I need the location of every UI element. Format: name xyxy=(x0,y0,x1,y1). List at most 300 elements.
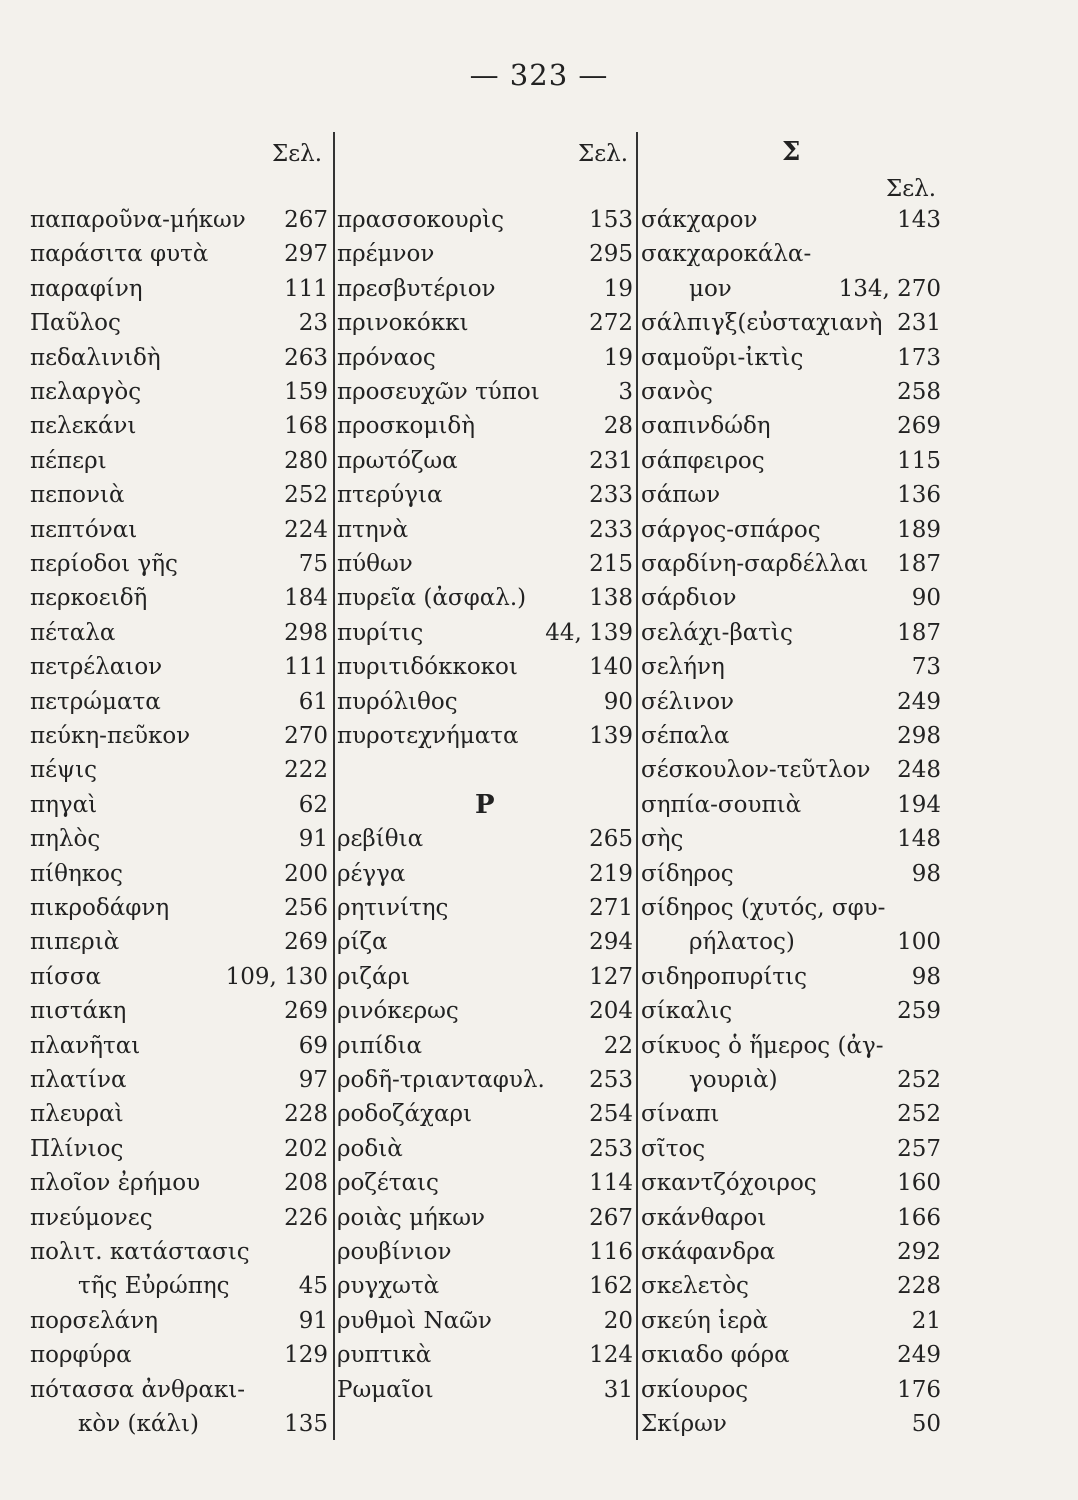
index-page-ref: 91 xyxy=(298,1307,328,1334)
section-letter-rho: Ρ xyxy=(475,789,495,820)
index-entry xyxy=(30,857,328,891)
index-entry xyxy=(337,1097,633,1131)
index-page-ref: 187 xyxy=(897,619,941,646)
index-term: πυρόλιθος xyxy=(337,688,458,715)
index-term: ριπίδια xyxy=(337,1032,423,1059)
index-entry xyxy=(641,891,941,925)
index-term: σῖτος xyxy=(641,1135,706,1162)
index-entry xyxy=(641,581,941,615)
index-entry xyxy=(30,547,328,581)
index-term: ροζέταις xyxy=(337,1170,439,1197)
index-entry xyxy=(337,203,633,237)
index-page-ref: 143 xyxy=(897,207,941,233)
index-term: σίκυος ὁ ἥμερος (ἀγ- xyxy=(641,1032,884,1059)
index-term: παράσιτα φυτὰ xyxy=(30,241,209,268)
index-page-ref: 98 xyxy=(911,963,941,990)
index-term: πορσελάνη xyxy=(30,1307,158,1334)
index-entry xyxy=(641,822,941,856)
index-page-ref: 90 xyxy=(603,688,633,715)
index-term: πορφύρα xyxy=(30,1342,132,1369)
index-term: Πλίνιος xyxy=(30,1135,124,1162)
index-page-ref: 62 xyxy=(298,791,328,818)
index-page-ref: 97 xyxy=(298,1067,328,1093)
index-page-ref: 252 xyxy=(897,1067,941,1093)
index-page-ref: 140 xyxy=(589,654,633,681)
index-entry xyxy=(337,478,633,512)
index-page-ref: 269 xyxy=(897,413,941,440)
index-entry xyxy=(337,341,633,375)
index-term: σάκχαρον xyxy=(641,207,758,233)
index-term: σίκαλις xyxy=(641,998,733,1025)
index-page-ref: 111 xyxy=(284,654,328,681)
index-entry xyxy=(641,1269,941,1303)
index-entry xyxy=(337,857,633,891)
index-term: πλευραὶ xyxy=(30,1101,124,1128)
index-entry xyxy=(641,513,941,547)
index-page-ref: 159 xyxy=(284,379,328,405)
index-page-ref: 189 xyxy=(897,516,941,543)
index-term: σκίουρος xyxy=(641,1376,749,1403)
index-entry xyxy=(337,1201,633,1235)
index-term: ροδοζάχαρι xyxy=(337,1101,473,1128)
index-entry xyxy=(641,237,941,271)
index-page-ref: 138 xyxy=(589,585,633,612)
index-entry xyxy=(30,1373,328,1407)
index-term: σκιαδο φόρα xyxy=(641,1342,790,1369)
index-term: πετρέλαιον xyxy=(30,654,163,681)
index-entry xyxy=(30,891,328,925)
index-entry xyxy=(30,513,328,547)
index-page-ref: 265 xyxy=(589,826,633,853)
index-page-ref: 69 xyxy=(298,1032,328,1059)
index-entry xyxy=(641,1338,941,1372)
index-entry xyxy=(337,1235,633,1269)
index-term: σάπφειρος xyxy=(641,447,765,474)
index-page-ref: 134, 270 xyxy=(838,275,941,302)
index-entry xyxy=(30,203,328,237)
index-entry xyxy=(641,1132,941,1166)
index-entry xyxy=(641,478,941,512)
index-page-ref: 270 xyxy=(284,723,328,749)
index-page-ref: 298 xyxy=(897,723,941,749)
index-page-ref: 23 xyxy=(298,310,328,337)
index-term: σίναπι xyxy=(641,1101,720,1128)
index-term: πεπτόναι xyxy=(30,516,138,543)
index-page-ref: 19 xyxy=(603,275,633,302)
index-entry xyxy=(641,444,941,478)
index-entry xyxy=(641,960,941,994)
index-term: σκελετὸς xyxy=(641,1273,749,1300)
index-page-ref: 253 xyxy=(589,1067,633,1093)
index-entry xyxy=(641,685,941,719)
index-entry xyxy=(337,994,633,1028)
index-entry xyxy=(337,513,633,547)
index-page-ref: 292 xyxy=(897,1239,941,1265)
index-page-ref: 269 xyxy=(284,998,328,1025)
index-entry xyxy=(641,409,941,443)
index-term: σάλπιγξ(εὐσταχιανὴ xyxy=(641,310,883,337)
index-page-ref: 233 xyxy=(589,516,633,543)
index-page-ref: 50 xyxy=(911,1411,941,1437)
index-term: σακχαροκάλα- xyxy=(641,241,812,268)
index-entry xyxy=(30,341,328,375)
index-page-ref: 280 xyxy=(284,447,328,474)
index-term: πυρεῖα (ἀσφαλ.) xyxy=(337,585,527,612)
index-entry xyxy=(641,1373,941,1407)
index-page-ref: 61 xyxy=(298,688,328,715)
index-page-ref: 295 xyxy=(589,241,633,268)
index-page-ref: 21 xyxy=(911,1307,941,1334)
index-term: πολιτ. κατάστασις xyxy=(30,1239,250,1265)
index-entry xyxy=(30,994,328,1028)
index-term: πίθηκος xyxy=(30,860,123,887)
index-term: πιστάκη xyxy=(30,998,127,1025)
col1-header: Σελ. xyxy=(272,141,323,167)
index-page-ref: 44, 139 xyxy=(545,619,633,646)
index-page-ref: 20 xyxy=(603,1307,633,1334)
index-term: πρέμνον xyxy=(337,241,435,268)
index-term: σαπινδώδη xyxy=(641,413,771,440)
index-entry xyxy=(30,478,328,512)
index-term: σέπαλα xyxy=(641,723,730,749)
index-term: πότασσα ἀνθρακι- xyxy=(30,1376,246,1403)
index-term: σκεύη ἱερὰ xyxy=(641,1307,769,1334)
index-page-ref: 224 xyxy=(284,516,328,543)
index-page-ref: 115 xyxy=(897,447,941,474)
index-term: ρητινίτης xyxy=(337,895,449,921)
index-entry xyxy=(641,994,941,1028)
index-term: σκάνθαροι xyxy=(641,1204,767,1231)
index-page-ref: 248 xyxy=(897,757,941,784)
index-page-ref: 75 xyxy=(298,551,328,577)
index-page-ref: 202 xyxy=(284,1135,328,1162)
index-entry xyxy=(337,1338,633,1372)
index-entry xyxy=(641,547,941,581)
index-entry xyxy=(30,1132,328,1166)
index-page-ref: 22 xyxy=(603,1032,633,1059)
index-term: σάπων xyxy=(641,482,721,509)
index-entry xyxy=(641,1063,941,1097)
index-entry xyxy=(30,375,328,409)
index-entry xyxy=(641,341,941,375)
index-term: πελαργὸς xyxy=(30,379,142,405)
index-entry xyxy=(30,788,328,822)
index-term: Παῦλος xyxy=(30,310,121,337)
index-term: σίδηρος (χυτός, σφυ- xyxy=(641,895,886,921)
index-entry xyxy=(337,581,633,615)
index-entry xyxy=(30,685,328,719)
index-entry xyxy=(337,685,633,719)
index-entry xyxy=(30,719,328,753)
index-term: σηπία-σουπιὰ xyxy=(641,791,802,818)
index-page-ref: 162 xyxy=(589,1273,633,1300)
index-entry xyxy=(30,306,328,340)
index-entry xyxy=(641,375,941,409)
index-entry xyxy=(30,1063,328,1097)
index-page-ref: 116 xyxy=(589,1239,633,1265)
index-term: πτερύγια xyxy=(337,482,443,509)
col3-header: Σελ. xyxy=(886,176,937,202)
index-entry xyxy=(337,547,633,581)
index-page-ref: 100 xyxy=(897,929,941,956)
index-page-ref: 109, 130 xyxy=(225,963,328,990)
index-entry xyxy=(337,1029,633,1063)
index-term: πεπονιὰ xyxy=(30,482,125,509)
index-page-ref: 98 xyxy=(911,860,941,887)
index-entry xyxy=(641,1166,941,1200)
index-page-ref: 294 xyxy=(589,929,633,956)
column-rule-2 xyxy=(636,132,638,1440)
index-term: παπαροῦνα-μήκων xyxy=(30,207,246,233)
index-entry xyxy=(641,1407,941,1441)
index-page-ref: 173 xyxy=(897,344,941,371)
index-entry xyxy=(641,857,941,891)
col2-header: Σελ. xyxy=(578,141,629,167)
index-term: πρωτόζωα xyxy=(337,447,458,474)
index-page-ref: 31 xyxy=(603,1376,633,1403)
index-entry xyxy=(641,306,941,340)
index-entry xyxy=(337,822,633,856)
index-page-ref: 28 xyxy=(603,413,633,440)
index-page-ref: 269 xyxy=(284,929,328,956)
index-page-ref: 208 xyxy=(284,1170,328,1197)
index-entry xyxy=(337,650,633,684)
index-entry xyxy=(30,237,328,271)
index-page-ref: 249 xyxy=(897,688,941,715)
index-entry xyxy=(30,581,328,615)
index-page-ref: 267 xyxy=(589,1204,633,1231)
index-entry xyxy=(641,753,941,787)
index-page-ref: 272 xyxy=(589,310,633,337)
index-entry xyxy=(30,1407,328,1441)
index-entry xyxy=(337,788,633,822)
index-entry xyxy=(641,1029,941,1063)
index-page-ref: 139 xyxy=(589,723,633,749)
index-entry xyxy=(641,719,941,753)
index-term: σίδηρος xyxy=(641,860,734,887)
index-entry xyxy=(641,203,941,237)
index-term: προσκομιδὴ xyxy=(337,413,475,440)
index-entry xyxy=(641,650,941,684)
index-term: πρεσβυτέριον xyxy=(337,275,496,302)
index-term: γουριὰ) xyxy=(689,1067,778,1093)
index-entry xyxy=(337,306,633,340)
index-term: Ρωμαῖοι xyxy=(337,1376,434,1403)
index-entry xyxy=(337,925,633,959)
index-entry xyxy=(641,788,941,822)
index-term: περίοδοι γῆς xyxy=(30,551,178,577)
index-page-ref: 258 xyxy=(897,379,941,405)
index-entry xyxy=(337,1373,633,1407)
index-term: σελήνη xyxy=(641,654,725,681)
index-entry xyxy=(30,753,328,787)
index-page-ref: 3 xyxy=(618,379,633,405)
index-term: πετρώματα xyxy=(30,688,161,715)
index-term: πηλὸς xyxy=(30,826,101,853)
index-page-ref: 135 xyxy=(284,1411,328,1437)
index-term: σελάχι-βατὶς xyxy=(641,619,793,646)
index-term: σὴς xyxy=(641,826,684,853)
index-page-ref: 194 xyxy=(897,791,941,818)
index-page-ref: 297 xyxy=(284,241,328,268)
index-entry xyxy=(641,272,941,306)
index-entry xyxy=(337,237,633,271)
index-entry xyxy=(641,1235,941,1269)
index-entry xyxy=(337,409,633,443)
index-page-ref: 45 xyxy=(298,1273,328,1300)
index-page-ref: 228 xyxy=(897,1273,941,1300)
index-entry xyxy=(337,960,633,994)
index-entry xyxy=(30,1029,328,1063)
index-term: Σκίρων xyxy=(641,1411,727,1437)
index-entry xyxy=(337,375,633,409)
index-term: ρουβίνιον xyxy=(337,1239,452,1265)
index-page-ref: 176 xyxy=(897,1376,941,1403)
index-term: σιδηροπυρίτις xyxy=(641,963,807,990)
index-page-ref: 73 xyxy=(911,654,941,681)
index-entry xyxy=(30,1338,328,1372)
index-term: περκοειδῆ xyxy=(30,585,148,612)
index-page-ref: 267 xyxy=(284,207,328,233)
index-term: ρήλατος) xyxy=(689,929,795,956)
index-page-ref: 184 xyxy=(284,585,328,612)
index-term: πρινοκόκκι xyxy=(337,310,469,337)
page-number: — 323 — xyxy=(469,58,609,92)
index-term: πτηνὰ xyxy=(337,516,409,543)
index-term: πέπερι xyxy=(30,447,107,474)
index-page-ref: 249 xyxy=(897,1342,941,1369)
index-term: ριζάρι xyxy=(337,963,411,990)
index-term: πνεύμονες xyxy=(30,1204,153,1231)
index-entry xyxy=(337,272,633,306)
index-term: σάργος-σπάρος xyxy=(641,516,821,543)
index-entry xyxy=(337,891,633,925)
index-page-ref: 298 xyxy=(284,619,328,646)
index-term: προσευχῶν τύποι xyxy=(337,379,540,405)
index-entry xyxy=(641,1097,941,1131)
index-page-ref: 256 xyxy=(284,895,328,921)
index-page-ref: 228 xyxy=(284,1101,328,1128)
index-term: πέψις xyxy=(30,757,97,784)
index-entry xyxy=(641,616,941,650)
index-entry xyxy=(30,960,328,994)
index-term: πηγαὶ xyxy=(30,791,98,818)
index-entry xyxy=(30,616,328,650)
index-term: σαρδίνη-σαρδέλλαι xyxy=(641,551,869,577)
index-entry xyxy=(30,272,328,306)
index-term: πλατίνα xyxy=(30,1067,127,1093)
index-page-ref: 160 xyxy=(897,1170,941,1197)
index-page-ref: 252 xyxy=(897,1101,941,1128)
index-entry xyxy=(641,1304,941,1338)
index-term: πεύκη-πεῦκον xyxy=(30,723,191,749)
index-entry xyxy=(30,1201,328,1235)
index-entry xyxy=(337,1304,633,1338)
index-page-ref: 136 xyxy=(897,482,941,509)
index-term: πυροτεχνήματα xyxy=(337,723,519,749)
index-term: πικροδάφνη xyxy=(30,895,170,921)
index-term: ρέγγα xyxy=(337,860,406,887)
index-entry xyxy=(337,1166,633,1200)
index-term: ροδιὰ xyxy=(337,1135,403,1162)
index-term: κὸν (κάλι) xyxy=(78,1411,199,1437)
index-entry xyxy=(30,1269,328,1303)
index-page-ref: 124 xyxy=(589,1342,633,1369)
index-entry xyxy=(30,1097,328,1131)
index-term: τῆς Εὐρώπης xyxy=(78,1273,230,1300)
index-term: ρεβίθια xyxy=(337,826,424,853)
index-page-ref: 252 xyxy=(284,482,328,509)
index-term: πλανῆται xyxy=(30,1032,141,1059)
index-term: πυριτιδόκκοκοι xyxy=(337,654,518,681)
index-term: πίσσα xyxy=(30,963,102,990)
index-entry xyxy=(30,1235,328,1269)
index-page-ref: 168 xyxy=(284,413,328,440)
index-page-ref: 166 xyxy=(897,1204,941,1231)
section-letter-sigma: Σ xyxy=(782,137,801,167)
index-page-ref: 257 xyxy=(897,1135,941,1162)
index-term: σέσκουλον-τεῦτλον xyxy=(641,757,871,784)
index-entry xyxy=(30,409,328,443)
index-term: πύθων xyxy=(337,551,413,577)
index-page-ref: 231 xyxy=(897,310,941,337)
index-page-ref: 263 xyxy=(284,344,328,371)
index-entry xyxy=(337,719,633,753)
index-term: πέταλα xyxy=(30,619,116,646)
index-page-ref: 91 xyxy=(298,826,328,853)
index-page-ref: 254 xyxy=(589,1101,633,1128)
index-page-ref: 233 xyxy=(589,482,633,509)
index-page-ref: 226 xyxy=(284,1204,328,1231)
index-page-ref: 114 xyxy=(589,1170,633,1197)
index-entry xyxy=(337,444,633,478)
index-entry xyxy=(337,616,633,650)
index-term: πλοῖον ἐρήμου xyxy=(30,1170,201,1197)
index-entry xyxy=(30,650,328,684)
index-entry xyxy=(30,444,328,478)
index-entry xyxy=(641,925,941,959)
index-entry xyxy=(337,1132,633,1166)
index-page-ref: 153 xyxy=(589,207,633,233)
index-page-ref: 271 xyxy=(589,895,633,921)
index-page-ref: 215 xyxy=(589,551,633,577)
index-term: σάρδιον xyxy=(641,585,737,612)
index-page-ref: 129 xyxy=(284,1342,328,1369)
index-page-ref: 148 xyxy=(897,826,941,853)
index-term: παραφίνη xyxy=(30,275,143,302)
index-term: πρόναος xyxy=(337,344,436,371)
index-term: πιπεριὰ xyxy=(30,929,120,956)
index-term: ρυπτικὰ xyxy=(337,1342,432,1369)
index-entry xyxy=(337,1063,633,1097)
index-term: σαμοῦρι-ἰκτὶς xyxy=(641,344,804,371)
index-page-ref: 19 xyxy=(603,344,633,371)
index-term: ροδῆ-τριανταφυλ. xyxy=(337,1067,545,1093)
index-page-ref: 111 xyxy=(284,275,328,302)
index-page-ref: 219 xyxy=(589,860,633,887)
index-page-ref: 127 xyxy=(589,963,633,990)
index-term: σανὸς xyxy=(641,379,713,405)
index-term: ρινόκερως xyxy=(337,998,459,1025)
index-term: ροιὰς μήκων xyxy=(337,1204,485,1231)
index-page-ref: 90 xyxy=(911,585,941,612)
index-term: πρασσοκουρὶς xyxy=(337,207,505,233)
index-page-ref: 187 xyxy=(897,551,941,577)
index-term: σκαντζόχοιρος xyxy=(641,1170,817,1197)
index-page-ref: 231 xyxy=(589,447,633,474)
index-page-ref: 259 xyxy=(897,998,941,1025)
index-page-ref: 222 xyxy=(284,757,328,784)
